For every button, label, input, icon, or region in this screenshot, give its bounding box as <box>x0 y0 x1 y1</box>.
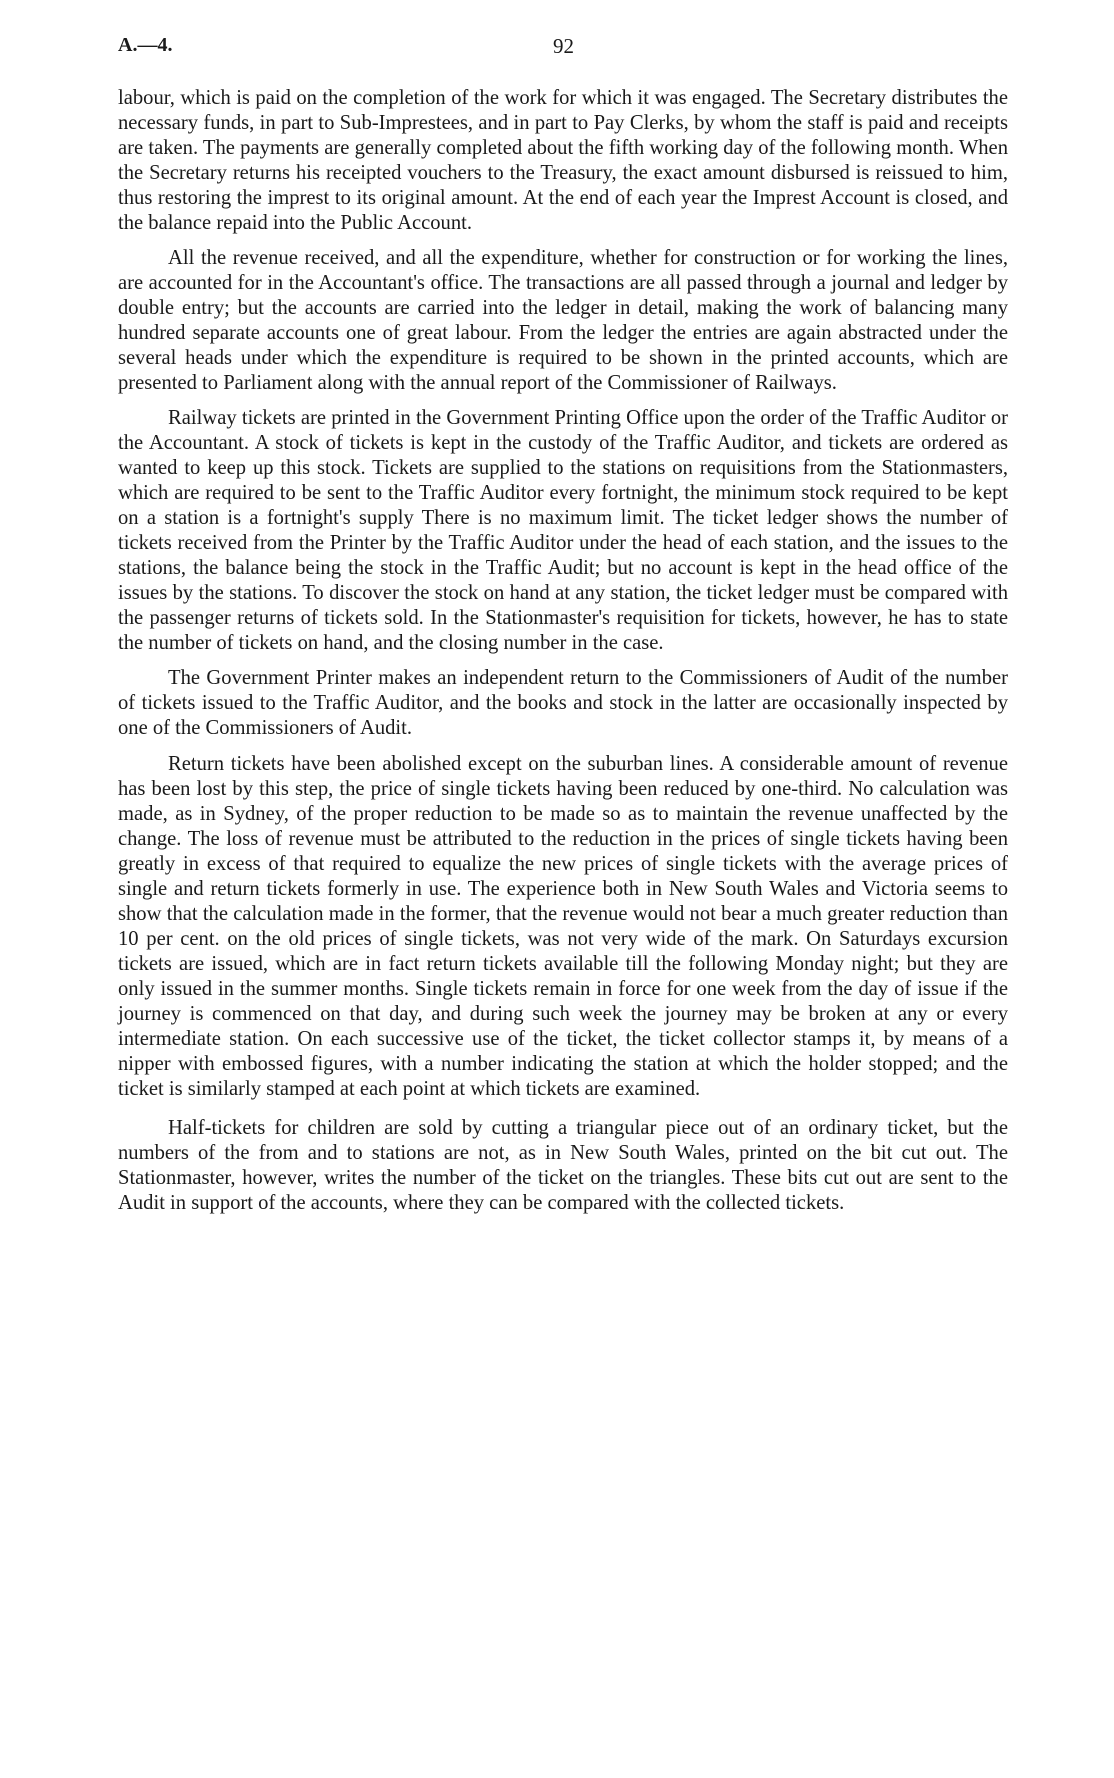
document-reference: A.—4. <box>118 34 173 56</box>
paragraph-railway-tickets: Railway tickets are printed in the Government Printing Office upon the order of the Traffic Auditor or the Accountant. A stock of tickets is kept in the custody of the Traffic Auditor, and tickets are ordered as wanted to keep up this stock. Tickets are supplied to the stations on requisitions from the Stationmasters, which are required to be sent to the Traffic Auditor every fortnight, the minimum stock required to be kept on a station is a fortnight's supply There is no maximum limit. The ticket ledger shows the number of tickets received from the Printer by the Traffic Auditor under the head of each station, and the issues to the stations, the balance being the stock in the Traffic Audit; but no account is kept in the head office of the issues by the stations. To discover the stock on hand at any station, the ticket ledger must be compared with the passenger returns of tickets sold. In the Stationmaster's requisition for tickets, however, he has to state the number of tickets on hand, and the closing number in the case. <box>118 407 1008 654</box>
body-text <box>118 86 1008 1226</box>
paragraph-imprest-continuation: labour, which is paid on the completion of the work for which it was engaged. The Secretary distributes the necessary funds, in part to Sub-Imprestees, and in part to Pay Clerks, by whom the staff is paid and receipts are taken. The payments are generally completed about the fifth working day of the following month. When the Secretary returns his receipted vouchers to the Treasury, the exact amount disbursed is reissued to him, thus restoring the imprest to its original amount. At the end of each year the Imprest Account is closed, and the balance repaid into the Public Account. <box>118 87 1008 234</box>
paragraph-half-tickets: Half-tickets for children are sold by cutting a triangular piece out of an ordinary ticket, but the numbers of the from and to stations are not, as in New South Wales, printed on the bit cut out. The Stationmaster, however, writes the number of the ticket on the triangles. These bits cut out are sent to the Audit in support of the accounts, where they can be compared with the collected tickets. <box>118 1117 1008 1214</box>
paragraph-return-tickets: Return tickets have been abolished except on the suburban lines. A considerable amount of revenue has been lost by this step, the price of single tickets having been reduced by one-third. No calculation was made, as in Sydney, of the proper reduction to be made so as to maintain the revenue unaffected by the change. The loss of revenue must be attributed to the reduction in the prices of single tickets having been greatly in excess of that required to equalize the new prices of single tickets with the average prices of single and return tickets formerly in use. The experience both in New South Wales and Victoria seems to show that the calculation made in the former, that the revenue would not bear a much greater reduction than 10 per cent. on the old prices of single tickets, was not very wide of the mark. On Saturdays excursion tickets are issued, which are in fact return tickets available till the following Monday night; but they are only issued in the summer months. Single tickets remain in force for one week from the day of issue if the journey is commenced on that day, and during such week the journey may be broken at any or every intermediate station. On each successive use of the ticket, the ticket collector stamps it, by means of a nipper with embossed figures, with a number indicating the station at which the holder stopped; and the ticket is similarly stamped at each point at which tickets are examined. <box>118 753 1008 1100</box>
page-number: 92 <box>553 34 574 58</box>
page-header <box>118 34 1008 64</box>
paragraph-government-printer: The Government Printer makes an independent return to the Commissioners of Audit of the number of tickets issued to the Traffic Auditor, and the books and stock in the latter are occasionally inspected by one of the Commissioners of Audit. <box>118 667 1008 739</box>
paragraph-revenue-accounts: All the revenue received, and all the expenditure, whether for construction or for working the lines, are accounted for in the Accountant's office. The transactions are all passed through a journal and ledger by double entry; but the accounts are carried into the ledger in detail, making the work of balancing many hundred separate accounts one of great labour. From the ledger the entries are again abstracted under the several heads under which the expenditure is required to be shown in the printed accounts, which are presented to Parliament along with the annual report of the Commissioner of Railways. <box>118 247 1008 394</box>
